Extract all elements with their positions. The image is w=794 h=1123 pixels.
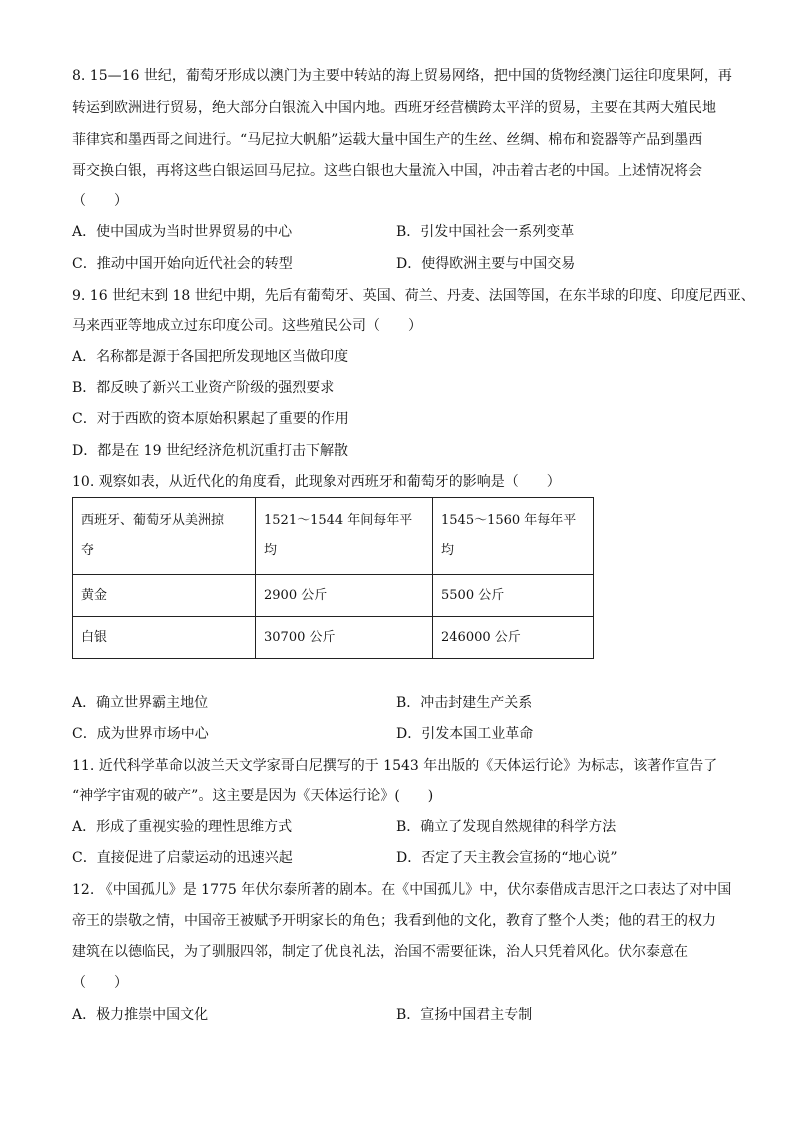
header-text: 均 bbox=[441, 543, 455, 558]
q12-stem-line-4: （ ） bbox=[72, 975, 128, 991]
q12-option-b: B．宣扬中国君主专制 bbox=[396, 1007, 533, 1023]
q10-data-table bbox=[72, 497, 594, 659]
q9-stem-line-2: 马来西亚等地成立过东印度公司。这些殖民公司（ ） bbox=[72, 318, 422, 334]
q11-option-a: A．形成了重视实验的理性思维方式 bbox=[72, 819, 293, 835]
q9-option-b: B．都反映了新兴工业资产阶级的强烈要求 bbox=[72, 380, 335, 396]
q10-option-a: A．确立世界霸主地位 bbox=[72, 695, 209, 711]
table-cell: 黄金 bbox=[73, 575, 256, 617]
header-text: 夺 bbox=[81, 543, 95, 558]
q8-option-b: B．引发中国社会一系列变革 bbox=[396, 224, 575, 240]
q11-option-d: D．否定了天主教会宣扬的“地心说” bbox=[396, 850, 618, 866]
q11-option-c: C．直接促进了启蒙运动的迅速兴起 bbox=[72, 850, 293, 866]
table-cell: 30700 公斤 bbox=[256, 617, 433, 659]
q8-option-c: C．推动中国开始向近代社会的转型 bbox=[72, 256, 293, 272]
q8-stem-line-2: 转运到欧洲进行贸易，绝大部分白银流入中国内地。西班牙经营横跨太平洋的贸易，主要在其两大殖民地 bbox=[72, 100, 716, 116]
header-text: 均 bbox=[264, 543, 278, 558]
q12-stem-line-1: 12. 《中国孤儿》是 1775 年伏尔泰所著的剧本。在《中国孤儿》中，伏尔泰借成吉思汗之口表达了对中国 bbox=[72, 882, 732, 898]
table-cell: 白银 bbox=[73, 617, 256, 659]
table-cell: 5500 公斤 bbox=[433, 575, 594, 617]
q11-stem-line-1: 11. 近代科学革命以波兰天文学家哥白尼撰写的于 1543 年出版的《天体运行论》为标志，该著作宣告了 bbox=[72, 758, 718, 774]
q8-stem-line-3: 菲律宾和墨西哥之间进行。“马尼拉大帆船”运载大量中国生产的生丝、丝绸、棉布和瓷器等产品到墨西 bbox=[72, 132, 703, 148]
q8-stem-line-4: 哥交换白银，再将这些白银运回马尼拉。这些白银也大量流入中国，冲击着古老的中国。上述情况将会 bbox=[72, 163, 702, 179]
q10-option-d: D．引发本国工业革命 bbox=[396, 726, 534, 742]
table-row bbox=[73, 617, 594, 659]
table-header-row bbox=[73, 498, 594, 575]
q8-stem-line-5: （ ） bbox=[72, 193, 128, 209]
q8-option-d: D．使得欧洲主要与中国交易 bbox=[396, 256, 576, 272]
q10-option-b: B．冲击封建生产关系 bbox=[396, 695, 533, 711]
q11-stem-line-2: “神学宇宙观的破产”。这主要是因为《天体运行论》( ) bbox=[72, 788, 434, 804]
q10-option-c: C．成为世界市场中心 bbox=[72, 726, 209, 742]
q12-stem-line-3: 建筑在以德临民，为了驯服四邻，制定了优良礼法，治国不需要征诛，治人只凭着风化。伏尔泰意在 bbox=[72, 944, 688, 960]
q9-stem-line-1: 9. 16 世纪末到 18 世纪中期，先后有葡萄牙、英国、荷兰、丹麦、法国等国，在东半球的印度、印度尼西亚、 bbox=[72, 288, 755, 304]
header-text: 1545～1560 年每年平 bbox=[441, 513, 577, 528]
header-text: 西班牙、葡萄牙从美洲掠 bbox=[81, 513, 225, 528]
table-header-cell bbox=[256, 498, 433, 575]
table-header-cell bbox=[433, 498, 594, 575]
q9-option-a: A．名称都是源于各国把所发现地区当做印度 bbox=[72, 349, 349, 365]
q9-option-d: D．都是在 19 世纪经济危机沉重打击下解散 bbox=[72, 443, 348, 459]
table-cell: 246000 公斤 bbox=[433, 617, 594, 659]
q8-stem-line-1: 8. 15—16 世纪，葡萄牙形成以澳门为主要中转站的海上贸易网络，把中国的货物经澳门运往印度果阿，再 bbox=[72, 68, 732, 84]
header-text: 1521～1544 年间每年平 bbox=[264, 513, 413, 528]
q11-option-b: B．确立了发现自然规律的科学方法 bbox=[396, 819, 617, 835]
q10-stem: 10. 观察如表，从近代化的角度看，此现象对西班牙和葡萄牙的影响是（ ） bbox=[72, 474, 561, 490]
q12-option-a: A．极力推崇中国文化 bbox=[72, 1007, 209, 1023]
table-row bbox=[73, 575, 594, 617]
q12-stem-line-2: 帝王的崇敬之情，中国帝王被赋予开明家长的角色；我看到他的文化，教育了整个人类；他的君王的权力 bbox=[72, 913, 716, 929]
q9-option-c: C．对于西欧的资本原始积累起了重要的作用 bbox=[72, 411, 349, 427]
table-cell: 2900 公斤 bbox=[256, 575, 433, 617]
table-header-cell bbox=[73, 498, 256, 575]
q8-option-a: A．使中国成为当时世界贸易的中心 bbox=[72, 224, 293, 240]
